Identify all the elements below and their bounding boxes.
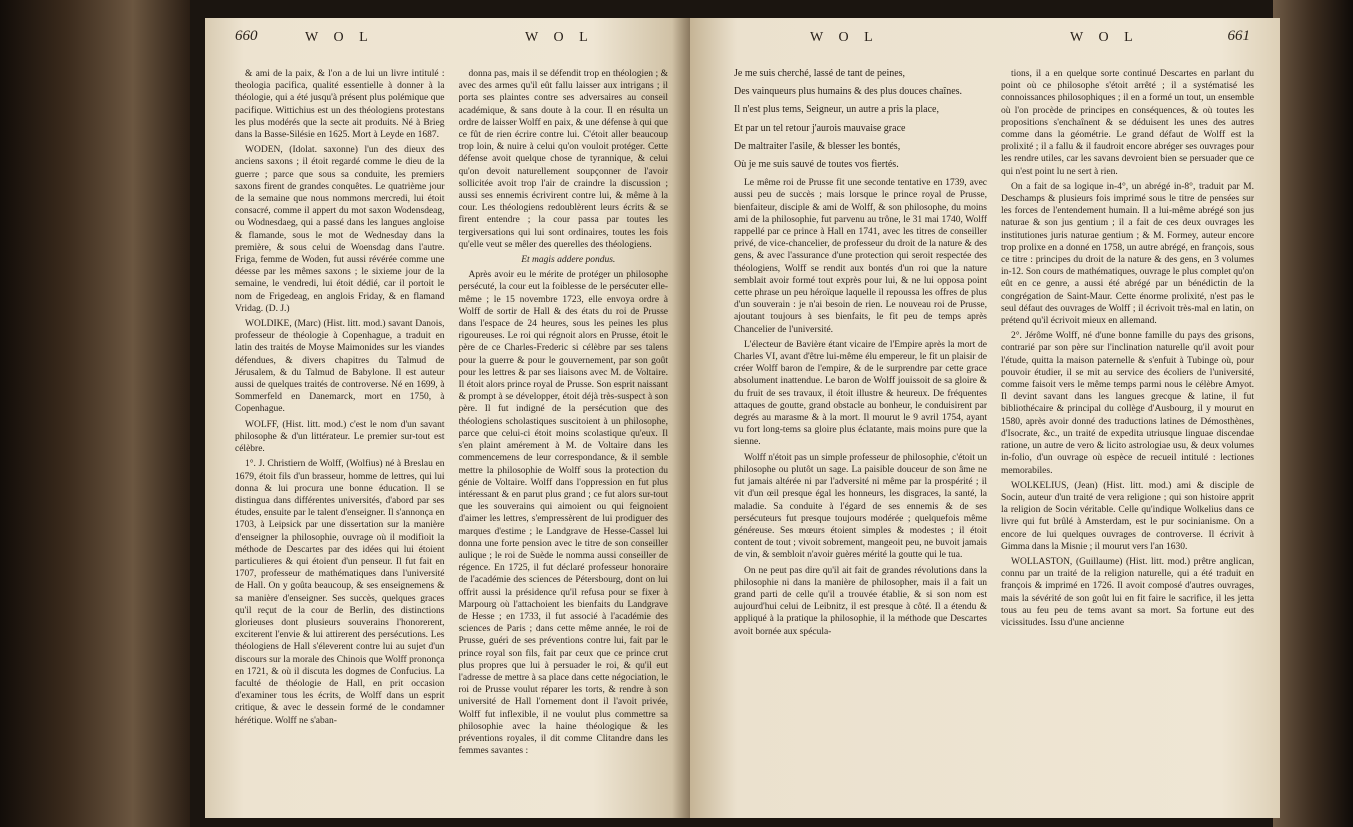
book-edge-left <box>0 0 190 827</box>
paragraph: & ami de la paix, & l'on a de lui un livre intitulé : theologia pacifica, qualité essentielle à donner à la théologie, qui a été jusqu'à présent plus polémique que pacifique. Wittichius est un des théologiens protestans les plus modérés que la secte ait produits. Né à Brieg dans la Basse-Silésie en 1625. Mort à Leyde en 1687. <box>235 69 445 141</box>
paragraph: 2°. Jérôme Wolff, né d'une bonne famille du pays des grisons, contrarié par son père sur l'inclination naturelle qu'il avoit pour l'étude, quitta la maison paternelle & s'enfuit à Tubinge où, pour pouvoir étudier, il se mit au service des écoliers de l'université, comme faisoit vers le même temps parmi nous le célèbre Amyot. Il devint savant dans les langues grecque & latine, il fut bibliothécaire & principal du collège d'Ausbourg, il y mourut en 1580, après avoir donné des traductions latines de Démosthènes, d'Isocrate, &c., un traité de expedita utriusque linguae discendae ratione, un autre de vero & licito astrologiae usu, & deux volumes in-folio, d'un ouvrage où espèce de recueil intitulé : lectiones memorabiles. <box>1001 331 1254 476</box>
left-running-head-1: W O L <box>305 30 374 45</box>
left-page-header <box>205 28 690 50</box>
paragraph: L'électeur de Bavière étant vicaire de l'Empire après la mort de Charles VI, avant d'être lui-même élu empereur, le fit un plaisir de créer Wolff baron de l'empire, & de le surprendre par cette grace absolument inattendue. Le baron de Wolff jouissoit de sa gloire & du fruit de ses travaux, il étoit illustre & heureux. De fréquentes attaques de goutte, grand obstacle au bonheur, le conduisirent par degrés au marasme & à la mort. Il mourut le 9 avril 1754, ayant vu fort long-tems sa gloire plus éclatante, mais moins pure que la sienne. <box>734 339 987 448</box>
verse-line: Où je me suis sauvé de toutes vos fiertés. <box>734 159 899 171</box>
paragraph: donna pas, mais il se défendit trop en théologien ; & avec des armes qu'il eût fallu laisser aux intrigans ; il porta ses plaintes contre ses adversaires au conseil académique, & sans doute à la cour. Il en résulta un ordre de laisser Wolff en paix, & une défense à qui que ce fût de rien écrire contre lui. C'étoit aller beaucoup trop loin, & nuire à celui qu'on vouloit protéger. Cette défense avoit quelque chose de tyrannique, & celui qu'on devoit naturellement soupçonner de l'avoir sollicitée avoit trop l'air de craindre la discussion ; aussi ses ennemis écrivirent contre lui, & même à la cour. Les théologiens redoublèrent leurs écrits & se firent entendre ; la cour passa par toutes les tergiversations qui lui sont ordinaires, toutes les fois qu'elle veut se mêler des querelles des théologiens. <box>458 69 668 250</box>
right-page-number: 661 <box>1227 28 1250 44</box>
right-page <box>690 18 1280 818</box>
paragraph: WODEN, (Idolat. saxonne) l'un des dieux des anciens saxons ; il étoit regardé comme le dieu de la guerre ; parce que sous sa conduite, les premiers saxons firent de grandes conquêtes. Le quatrième jour de la semaine que nous nommons mercredi, lui étoit consacré, comme il appert du mot saxon Wodensdeag, ou Wodnesdaeg, qui a passé dans les langues angloise & flamande, sous le mot de Wednesday dans la première, & sous celui de Woensdag dans l'autre. Friga, femme de Woden, fut aussi révérée comme une déesse par les mêmes saxons ; le sixieme jour de la semaine, le vendredi, lui étoit dédié, car il portoit le nom de Frigedeag, en anglois Friday, & en flamand Vridag. (D. J.) <box>235 145 445 314</box>
paragraph: Le même roi de Prusse fit une seconde tentative en 1739, avec aussi peu de succès ; mais lorsque le prince royal de Prusse, bienfaiteur, disciple & ami de Wolff, & son philosophe, du moins ami de la philosophie, fut parvenu au trône, le 31 mai 1740, Wolff rappellé par ce prince à Hall en 1741, avec les titres de conseiller privé, de vice-chancelier, de professeur du droit de la nature & des gens, & avec l'assurance d'une protection qui seroit respectée des théologiens, Wolff se rendit aux bontés d'un roi que la nature semblait avoir formé tout exprès pour lui, & ne lui opposa point cette phrase un peu héroïque laquelle il repoussa les offres de plus d'un souverain : je n'ai besoin de rien. Le nouveau roi de Prusse, ajoutant toujours à ses bienfaits, le fit peu de temps après Chancelier de l'université. <box>734 178 987 335</box>
paragraph: On ne peut pas dire qu'il ait fait de grandes révolutions dans la philosophie ni dans la manière de philosopher, mais il a fait un grand parti de celle qu'il a trouvée établie, & si son nom est aujourd'hui celui de Leibnitz, il est presque à côté. Il a étendu & appliqué à la pratique la philosophie, il la méthode que Descartes avoit bornée aux spécula- <box>734 565 987 637</box>
left-page-number: 660 <box>235 28 258 44</box>
verse-line: Et par un tel retour j'aurois mauvaise grace <box>734 122 906 134</box>
paragraph: WOLKELIUS, (Jean) (Hist. litt. mod.) ami & disciple de Socin, auteur d'un traité de vera religione ; qui son histoire apprit la religion de Socin véritable. Celle qu'indique Wolkelius dans ce livre qui fut brûlé à Amsterdam, est le pur socinianisme. On a encore de lui quelques ouvrages de controverse. Il écrivit à Gimma dans la Misnie ; il mourut vers l'an 1630. <box>1001 480 1254 552</box>
left-column-1 <box>235 68 445 803</box>
verse-line: Il n'est plus tems, Seigneur, un autre a pris la place, <box>734 104 939 116</box>
paragraph: tions, il a en quelque sorte continué Descartes en parlant du point où ce philosophe s'étoit arrêté ; il a systématisé les connoissances philosophiques ; il en a formé un tout, un ensemble où l'on procède de principes en conséquences, & où toutes les propositions s'enchaînent & se déduisent les unes des autres comme dans la géométrie. Le grand défaut de Wolff est la prolixité ; il a fallu & il faudroit encore abréger ses ouvrages pour les rendre utiles, car les savans devroient bien se persuader que ce qui n'est point lu ne sert à rien. <box>1001 69 1254 177</box>
right-running-head-2: W O L <box>1070 30 1139 45</box>
paragraph: Wolff n'étoit pas un simple professeur de philosophie, c'étoit un philosophe ou plutôt un sage. La paisible douceur de son âme ne fut jamais altérée ni par l'adversité ni même par la prospérité ; il vit d'un œil presque égal les honneurs, les disgraces, la santé, la maladie. Sa conduite à l'égard de ses ennemis & de ses persécuteurs fut presque toujours modérée ; quelquefois même généreuse. Ses mœurs étoient simples & modestes ; il étoit content de tout ; vivoit sobrement, mangeoit peu, ne buvoit jamais de vin, & sembloit n'avoir guères mérité la goutte qui le tua. <box>734 452 987 561</box>
verse-line: Je me suis cherché, lassé de tant de peines, <box>734 68 906 79</box>
verse-block <box>734 68 987 171</box>
left-running-head-2: W O L <box>525 30 594 45</box>
right-page-header <box>690 28 1280 50</box>
paragraph: WOLLASTON, (Guillaume) (Hist. litt. mod.) prêtre anglican, connu par un traité de la religion naturelle, qui a été traduit en françois & imprimé en 1726. Il avoit composé d'autres ouvrages, mais la sévérité de son goût lui en fit faire le sacrifice, il les jetta tous au feu peu de tems avant sa mort. Sa fortune eut des vicissitudes. Issu d'une ancienne <box>1001 556 1254 628</box>
right-column-1 <box>734 68 987 803</box>
paragraph: Après avoir eu le mérite de protéger un philosophe persécuté, la cour eut la foiblesse de le persécuter elle-même ; le 15 novembre 1723, elle envoya ordre à Wolff de sortir de Hall & des états du roi de Prusse dans l'espace de 24 heures, sous les peines les plus rigoureuses. Le roi qui régnoit alors en Prusse, étoit le père de ce Charles-Frederic si célèbre par ses talens pour la guerre & pour le gouvernement, par son goût pour les lettres & par ses liaisons avec M. de Voltaire. Il étoit alors prince royal de Prusse. Son esprit naissant & prompt à se développer, étoit déjà très-suspect à son père. Il fut indigné de la persécution que des théologiens scholastiques suscitoient à un philosophe, parce que celui-ci étoit moins scolastique qu'eux. Il s'en plaint amérement à M. de Voltaire dans les commencemens de leur correspondance, & il semble mettre la philosophie de Wolff sous la protection du génie de Voltaire. Wolff dans l'oppression en fut plus intéressant & en parut plus grand ; ce fut alors sur-tout que les souverains qui aimoient ou qui feignoient d'aimer les lettres, s'empressèrent de lui prodiguer des marques d'estime ; le Landgrave de Hesse-Cassel lui donna une forte pension avec le titre de son conseiller aulique ; le roi de Suède le nomma aussi conseiller de régence. En 1725, il fut déclaré professeur honoraire de l'académie des sciences de Pétersbourg, dont on lui offrit aussi la présidence qu'il refusa pour se fixer à Marpourg où l'attachoient les bienfaits du Landgrave de Hesse ; en 1733, il fut associé à l'académie des sciences de Paris ; dans cette même année, le roi de Prusse, guéri de ses préventions contre lui, fait par le prince royal son fils, fait par ceux que ce prince crut plus propres que lui à persuader le roi, & qu'il eut l'adresse de mettre à sa place dans cette négociation, le roi de Prusse voulut réparer les torts, & rendre à son université de Hall l'ornement dont il l'avoit privée, Wolff fut inflexible, il ne voulut plus commettre sa philosophie avec la haine théologique & les préventions royales, il dit comme Clitandre dans les femmes savantes : <box>458 270 668 757</box>
paragraph: WOLFF, (Hist. litt. mod.) c'est le nom d'un savant philosophe & d'un littérateur. Le premier sur-tout est célèbre. <box>235 419 445 455</box>
right-column-2 <box>1001 68 1254 803</box>
paragraph: WOLDIKE, (Marc) (Hist. litt. mod.) savant Danois, professeur de théologie à Copenhague, a traduit en latin des traités de Moyse Maimonides sur les viandes défendues, & divers chapitres du Talmud de Jérusalem, & du Talmud de Babylone. Il est auteur aussi de quelques traités de controverse. Né en 1699, à Sommerfeld en Danemarck, mort en 1750, à Copenhague. <box>235 319 445 415</box>
paragraph: On a fait de sa logique in-4°, un abrégé in-8°, traduit par M. Deschamps & plusieurs fois imprimé sous le titre de pensées sur les forces de l'entendement humain. Il a lui-même abrégé son jus naturae & son jus gentium ; il a fait de ces deux ouvrages les institutiones juris naturae gentium ; & M. Formey, auteur encore trop prolixe en a donné en 1758, un autre abrégé, en françois, sous ce titre : principes du droit de la nature & des gens, en 3 volumes in-12. Son cours de mathématiques, ouvrage le plus complet qu'on eût en ce genre, a aussi été abrégé par un bénédictin de la congrégation de Saint-Maur. Cette énorme prolixité, n'est pas le seul défaut des ouvrages de Wolff ; il écrivoit très-mal en latin, on prétend qu'il écrivoit mieux en allemand. <box>1001 181 1254 327</box>
verse-line: Des vainqueurs plus humains & des plus douces chaînes. <box>734 86 963 98</box>
left-column-2 <box>459 68 669 803</box>
right-running-head-1: W O L <box>810 30 879 45</box>
left-columns <box>235 68 668 803</box>
right-columns <box>734 68 1254 803</box>
quotation: Et magis addere pondus. <box>521 255 616 266</box>
paragraph: 1°. J. Christiern de Wolff, (Wolfius) né à Breslau en 1679, étoit fils d'un brasseur, homme de lettres, qui lui donna & lui procura une bonne éducation. Il se distingua dans différentes universités, d'abord par ses études, ensuite par le talent d'enseigner. Il s'annonça en 1703, à Leipsick par une dissertation sur la manière d'enseigner la philosophie, ouvrage où il modifioit la méthode de Descartes par des idées qui lui étoient particulieres & qui étoient d'un penseur. Il fut fait en 1707, professeur de mathématiques dans l'université de Hall. On y goûta beaucoup, & ses enseignemens & sa manière d'enseigner. Ses succès, quelques graces qu'il reçut de la cour de Berlin, des distinctions glorieuses dont plusieurs souverains l'honorerent, exciterent l'envie & lui attirerent des persécutions. Les théologiens de Hall s'éleverent contre lui au sujet d'un discours sur la morale des Chinois que Wolff prononça en 1721, & où il discuta les dogmes de Confucius. La faculté de théologie de Hall, en prit occasion d'examiner tous les écrits, de Wolff dans un esprit critique, & avec le dessein formé de le condamner hérétique. Wolff ne s'aban- <box>235 459 445 726</box>
verse-line: De maltraiter l'asile, & blesser les bontés, <box>734 140 901 152</box>
left-page <box>205 18 690 818</box>
book-edge-right <box>1273 0 1353 827</box>
